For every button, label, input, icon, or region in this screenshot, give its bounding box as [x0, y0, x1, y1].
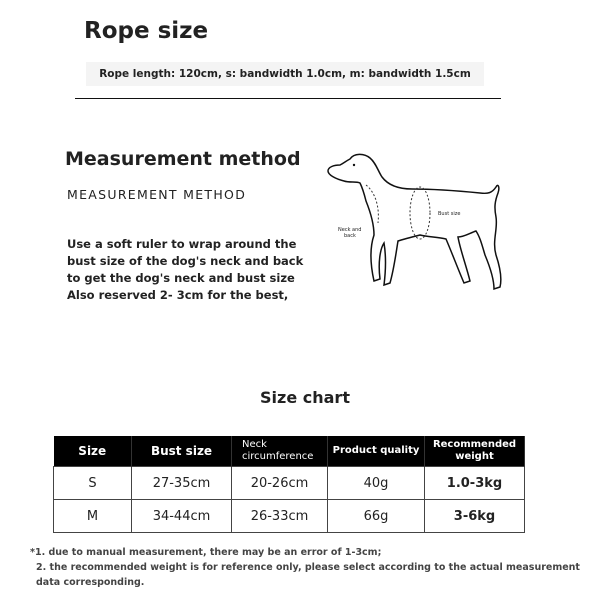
bust-label: Bust size [438, 211, 461, 217]
cell-size: M [54, 500, 132, 533]
footnote-1: *1. due to manual measurement, there may be an error of 1-3cm; [30, 547, 382, 558]
header-bust-size: Bust size [132, 436, 232, 467]
header-product-quality: Product quality [328, 436, 425, 467]
rope-length-description: Rope length: 120cm, s: bandwidth 1.0cm, m: bandwidth 1.5cm [86, 62, 484, 86]
table-header-row [54, 436, 525, 467]
footnotes [30, 545, 590, 590]
measurement-instructions [67, 236, 317, 304]
cell-quality: 40g [328, 467, 425, 500]
cell-neck: 26-33cm [232, 500, 328, 533]
section-divider [75, 98, 501, 99]
neck-label-line2: back [344, 233, 356, 239]
measurement-method-subtitle: MEASUREMENT METHOD [67, 187, 247, 202]
instruction-line: bust size of the dog's neck and back [67, 254, 304, 268]
cell-bust: 34-44cm [132, 500, 232, 533]
header-neck-circumference: Neck circumference [232, 436, 328, 467]
footnote-2: 2. the recommended weight is for reference only, please select according to the actual measurement [36, 562, 580, 573]
size-chart-title: Size chart [260, 388, 350, 407]
dog-measurement-illustration [320, 145, 520, 300]
table-row [54, 500, 525, 533]
cell-size: S [54, 467, 132, 500]
cell-neck: 20-26cm [232, 467, 328, 500]
footnote-3: data corresponding. [36, 577, 145, 588]
instruction-line: to get the dog's neck and bust size [67, 271, 295, 285]
size-chart-table [53, 436, 525, 533]
instruction-line: Also reserved 2- 3cm for the best, [67, 288, 289, 302]
rope-size-title: Rope size [84, 18, 209, 44]
cell-quality: 66g [328, 500, 425, 533]
cell-weight: 3-6kg [425, 500, 525, 533]
cell-bust: 27-35cm [132, 467, 232, 500]
table-row [54, 467, 525, 500]
neck-label-line1: Neck and [338, 227, 362, 233]
header-recommended-weight: Recommended weight [425, 436, 525, 467]
cell-weight: 1.0-3kg [425, 467, 525, 500]
instruction-line: Use a soft ruler to wrap around the [67, 237, 297, 251]
header-size: Size [54, 436, 132, 467]
measurement-method-title: Measurement method [65, 148, 301, 170]
dog-silhouette [328, 154, 501, 289]
dog-eye [353, 164, 355, 166]
